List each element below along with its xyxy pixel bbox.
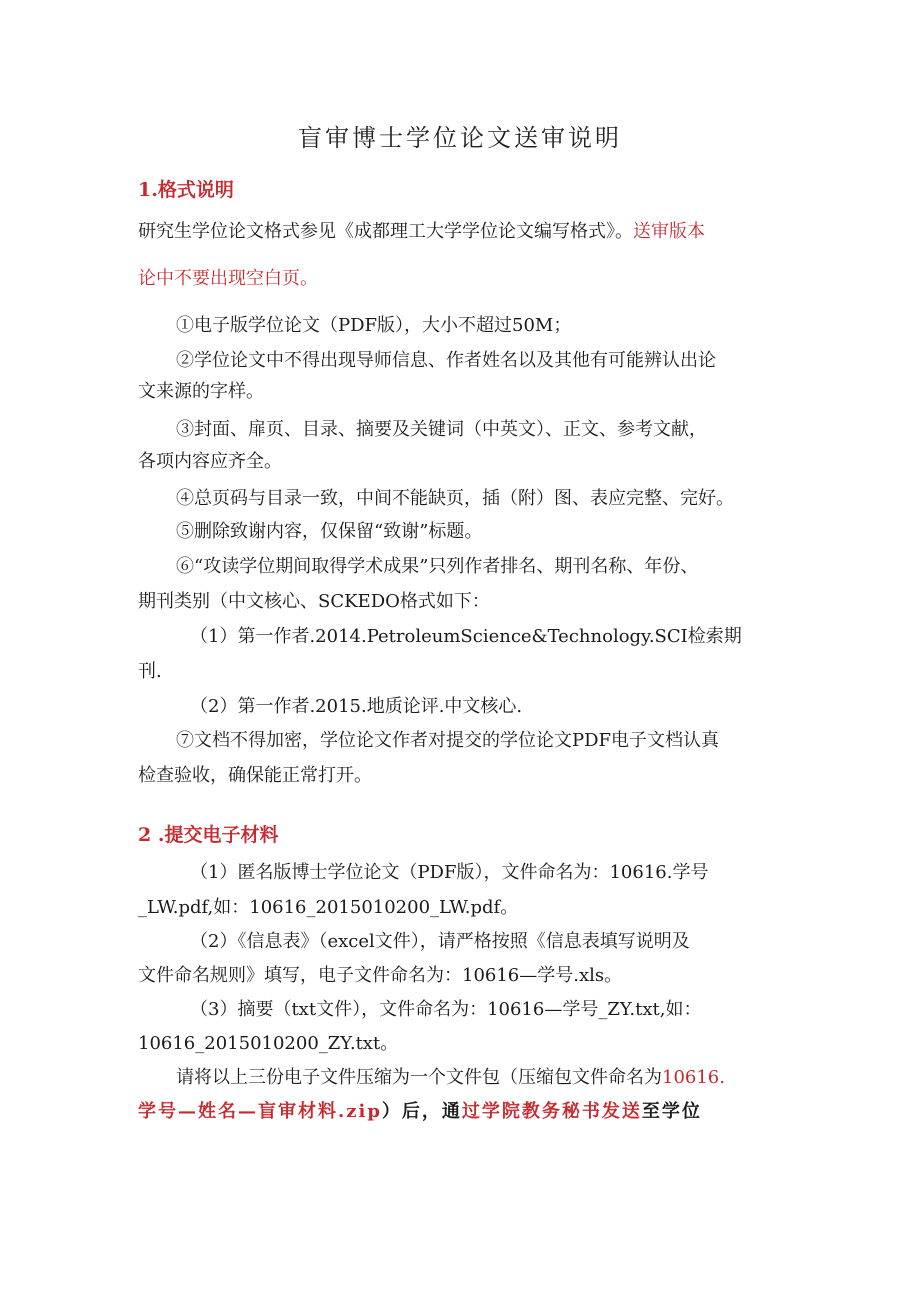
- final-text: 请将以上三份电子文件压缩为一个文件包（压缩包文件命名为: [176, 1067, 662, 1088]
- item-3: ③封面、扉页、目录、摘要及关键词（中英文）、正文、参考文献，: [176, 419, 707, 440]
- section1-heading: 1.格式说明: [138, 179, 234, 201]
- material-2-cont: 文件命名规则》填写，电子文件命名为：10616—学号.xls。: [138, 965, 623, 986]
- final-instruction: [176, 1066, 725, 1090]
- final-filename: 学号—姓名—盲审材料.zip: [138, 1101, 382, 1122]
- final-text-2: ）后，通: [381, 1101, 462, 1122]
- item-4: ④总页码与目录一致，中间不能缺页，插（附）图、表应完整、完好。: [176, 488, 734, 509]
- material-2: （2）《信息表》（excel文件），请严格按照《信息表填写说明及: [190, 931, 690, 952]
- intro-text: 研究生学位论文格式参见《成都理工大学学位论文编写格式》。: [138, 221, 633, 242]
- final-filename-prefix: 10616.: [662, 1067, 725, 1088]
- page-title: 盲审博士学位论文送审说明: [298, 124, 622, 152]
- section2-heading: 2 .提交电子材料: [138, 824, 279, 846]
- item-1: ①电子版学位论文（PDF版），大小不超过50M；: [176, 315, 572, 336]
- example-1: （1）第一作者.2014.PetroleumScience&Technology.SCI检索期: [190, 626, 742, 647]
- material-3-cont: 10616_2015010200_ZY.txt。: [138, 1033, 399, 1054]
- item-7-cont: 检查验收，确保能正常打开。: [138, 765, 372, 786]
- item-6: ⑥“攻读学位期间取得学术成果”只列作者排名、期刊名称、年份、: [176, 556, 699, 577]
- material-3: （3）摘要（txt文件），文件命名为：10616—学号_ZY.txt,如：: [190, 999, 702, 1020]
- item-7: ⑦文档不得加密，学位论文作者对提交的学位论文PDF电子文档认真: [176, 730, 720, 751]
- material-1: （1）匿名版博士学位论文（PDF版），文件命名为：10616.学号: [190, 862, 709, 883]
- item-6-cont: 期刊类别（中文核心、SCKEDO格式如下：: [138, 591, 490, 612]
- section1-intro: [138, 220, 705, 244]
- example-1-cont: 刊.: [138, 661, 162, 682]
- final-highlight: 过学院教务秘书发送: [461, 1101, 642, 1122]
- final-instruction-cont: [138, 1100, 702, 1124]
- intro-highlight-cont: 论中不要出现空白页。: [138, 268, 318, 289]
- item-2-cont: 文来源的字样。: [138, 381, 264, 402]
- material-1-cont: _LW.pdf,如：10616_2015010200_LW.pdf。: [138, 897, 519, 918]
- example-2: （2）第一作者.2015.地质论评.中文核心.: [190, 696, 523, 717]
- item-2: ②学位论文中不得出现导师信息、作者姓名以及其他有可能辨认出论: [176, 350, 716, 371]
- final-text-3: 至学位: [641, 1101, 702, 1122]
- intro-highlight: 送审版本: [633, 221, 705, 242]
- item-3-cont: 各项内容应齐全。: [138, 451, 282, 472]
- item-5: ⑤删除致谢内容，仅保留“致谢”标题。: [176, 521, 483, 542]
